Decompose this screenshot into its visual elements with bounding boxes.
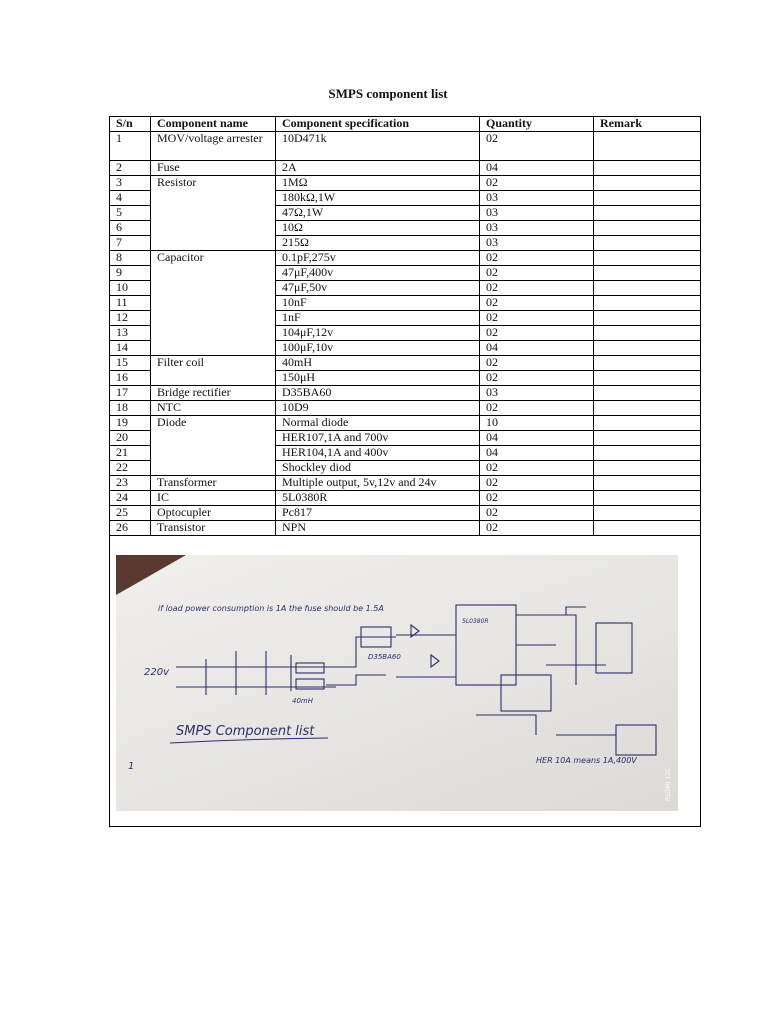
cell-remark bbox=[594, 521, 701, 536]
cell-component-name: NTC bbox=[151, 401, 276, 416]
cell-remark bbox=[594, 461, 701, 476]
component-table-frame bbox=[109, 116, 701, 827]
header-quantity: Quantity bbox=[480, 117, 594, 132]
cell-specification: 10Ω bbox=[276, 221, 480, 236]
cell-remark bbox=[594, 311, 701, 326]
document-title: SMPS component list bbox=[328, 86, 448, 101]
input-voltage-label: 220v bbox=[144, 667, 170, 678]
cell-quantity: 02 bbox=[480, 176, 594, 191]
cell-quantity: 02 bbox=[480, 281, 594, 296]
cell-component-name: IC bbox=[151, 491, 276, 506]
cell-sn: 3 bbox=[110, 176, 151, 191]
cell-specification: 104μF,12v bbox=[276, 326, 480, 341]
cell-sn: 20 bbox=[110, 431, 151, 446]
cell-component-name: Diode bbox=[151, 416, 276, 476]
cell-quantity: 10 bbox=[480, 416, 594, 431]
header-component-specification: Component specification bbox=[276, 117, 480, 132]
cell-sn: 8 bbox=[110, 251, 151, 266]
cell-quantity: 03 bbox=[480, 191, 594, 206]
cell-specification: 100μF,10v bbox=[276, 341, 480, 356]
cell-specification: 47μF,50v bbox=[276, 281, 480, 296]
cell-quantity: 02 bbox=[480, 461, 594, 476]
cell-quantity: 04 bbox=[480, 341, 594, 356]
cell-specification: 5L0380R bbox=[276, 491, 480, 506]
cell-remark bbox=[594, 446, 701, 461]
cell-sn: 13 bbox=[110, 326, 151, 341]
cell-quantity: 02 bbox=[480, 311, 594, 326]
cell-quantity: 02 bbox=[480, 296, 594, 311]
cell-quantity: 02 bbox=[480, 266, 594, 281]
table-body bbox=[110, 132, 701, 536]
cell-specification: Shockley diod bbox=[276, 461, 480, 476]
cell-component-name: Filter coil bbox=[151, 356, 276, 386]
cell-remark bbox=[594, 132, 701, 161]
cell-remark bbox=[594, 161, 701, 176]
cell-quantity: 02 bbox=[480, 476, 594, 491]
cell-specification: 10nF bbox=[276, 296, 480, 311]
cell-sn: 7 bbox=[110, 236, 151, 251]
cell-remark bbox=[594, 491, 701, 506]
table-row bbox=[110, 401, 701, 416]
cell-remark bbox=[594, 176, 701, 191]
table-row bbox=[110, 416, 701, 431]
cell-specification: Multiple output, 5v,12v and 24v bbox=[276, 476, 480, 491]
cell-remark bbox=[594, 221, 701, 236]
header-remark: Remark bbox=[594, 117, 701, 132]
cell-sn: 18 bbox=[110, 401, 151, 416]
cell-specification: D35BA60 bbox=[276, 386, 480, 401]
cell-quantity: 03 bbox=[480, 206, 594, 221]
header-sn: S/n bbox=[110, 117, 151, 132]
cell-remark bbox=[594, 476, 701, 491]
table-row bbox=[110, 491, 701, 506]
cell-specification: 150μH bbox=[276, 371, 480, 386]
cell-quantity: 04 bbox=[480, 446, 594, 461]
cell-remark bbox=[594, 416, 701, 431]
cell-quantity: 02 bbox=[480, 491, 594, 506]
cell-specification: 47μF,400v bbox=[276, 266, 480, 281]
cell-remark bbox=[594, 296, 701, 311]
cell-specification: HER104,1A and 400v bbox=[276, 446, 480, 461]
cell-quantity: 04 bbox=[480, 431, 594, 446]
cell-specification: 10D471k bbox=[276, 132, 480, 161]
cell-quantity: 03 bbox=[480, 236, 594, 251]
cell-sn: 15 bbox=[110, 356, 151, 371]
schematic-sketch bbox=[116, 555, 678, 811]
cell-sn: 6 bbox=[110, 221, 151, 236]
cell-specification: 1nF bbox=[276, 311, 480, 326]
camera-watermark: REDMI 12C bbox=[665, 767, 672, 801]
cell-quantity: 02 bbox=[480, 506, 594, 521]
table-row bbox=[110, 251, 701, 266]
bridge-rectifier-label: D35BA60 bbox=[368, 653, 401, 661]
cell-quantity: 03 bbox=[480, 221, 594, 236]
table-row bbox=[110, 506, 701, 521]
cell-sn: 9 bbox=[110, 266, 151, 281]
table-row bbox=[110, 356, 701, 371]
cell-specification: Normal diode bbox=[276, 416, 480, 431]
cell-sn: 21 bbox=[110, 446, 151, 461]
cell-quantity: 02 bbox=[480, 521, 594, 536]
component-table bbox=[109, 116, 701, 536]
cell-remark bbox=[594, 251, 701, 266]
cell-remark bbox=[594, 281, 701, 296]
table-row bbox=[110, 476, 701, 491]
table-row bbox=[110, 132, 701, 161]
cell-component-name: Resistor bbox=[151, 176, 276, 251]
cell-sn: 10 bbox=[110, 281, 151, 296]
cell-sn: 2 bbox=[110, 161, 151, 176]
cell-remark bbox=[594, 266, 701, 281]
schematic-photo bbox=[116, 555, 678, 811]
cell-specification: 215Ω bbox=[276, 236, 480, 251]
table-surface-corner bbox=[116, 555, 186, 595]
cell-remark bbox=[594, 206, 701, 221]
table-row bbox=[110, 521, 701, 536]
table-row bbox=[110, 161, 701, 176]
cell-remark bbox=[594, 401, 701, 416]
cell-sn: 12 bbox=[110, 311, 151, 326]
cell-quantity: 02 bbox=[480, 371, 594, 386]
handwritten-note: if load power consumption is 1A the fuse should be 1.5A bbox=[158, 604, 384, 613]
cell-sn: 22 bbox=[110, 461, 151, 476]
cell-remark bbox=[594, 506, 701, 521]
cell-component-name: Bridge rectifier bbox=[151, 386, 276, 401]
cell-quantity: 02 bbox=[480, 251, 594, 266]
cell-sn: 24 bbox=[110, 491, 151, 506]
cell-specification: 40mH bbox=[276, 356, 480, 371]
bottom-handwritten-note: HER 10A means 1A,400V bbox=[536, 756, 637, 765]
cell-remark bbox=[594, 431, 701, 446]
cell-remark bbox=[594, 341, 701, 356]
cell-quantity: 02 bbox=[480, 356, 594, 371]
cell-specification: Pc817 bbox=[276, 506, 480, 521]
handwritten-page-number: 1 bbox=[128, 761, 135, 772]
header-component-name: Component name bbox=[151, 117, 276, 132]
cell-component-name: Fuse bbox=[151, 161, 276, 176]
table-header-row bbox=[110, 117, 701, 132]
cell-sn: 19 bbox=[110, 416, 151, 431]
cell-remark bbox=[594, 386, 701, 401]
cell-component-name: Transistor bbox=[151, 521, 276, 536]
cell-remark bbox=[594, 371, 701, 386]
cell-quantity: 04 bbox=[480, 161, 594, 176]
table-row bbox=[110, 176, 701, 191]
cell-sn: 17 bbox=[110, 386, 151, 401]
cell-quantity: 02 bbox=[480, 326, 594, 341]
cell-sn: 4 bbox=[110, 191, 151, 206]
table-row bbox=[110, 386, 701, 401]
cell-specification: 10D9 bbox=[276, 401, 480, 416]
cell-remark bbox=[594, 236, 701, 251]
cell-remark bbox=[594, 356, 701, 371]
cell-quantity: 02 bbox=[480, 401, 594, 416]
ic-label: 5L0380R bbox=[462, 618, 489, 625]
cell-specification: 1MΩ bbox=[276, 176, 480, 191]
cell-remark bbox=[594, 191, 701, 206]
cell-quantity: 02 bbox=[480, 132, 594, 161]
cell-component-name: MOV/voltage arrester bbox=[151, 132, 276, 161]
cell-specification: NPN bbox=[276, 521, 480, 536]
cell-specification: 0.1pF,275v bbox=[276, 251, 480, 266]
cell-sn: 11 bbox=[110, 296, 151, 311]
cell-specification: 47Ω,1W bbox=[276, 206, 480, 221]
inductor-label: 40mH bbox=[292, 697, 313, 705]
cell-specification: 2A bbox=[276, 161, 480, 176]
cell-sn: 25 bbox=[110, 506, 151, 521]
cell-sn: 5 bbox=[110, 206, 151, 221]
cell-sn: 14 bbox=[110, 341, 151, 356]
cell-component-name: Capacitor bbox=[151, 251, 276, 356]
cell-specification: HER107,1A and 700v bbox=[276, 431, 480, 446]
cell-remark bbox=[594, 326, 701, 341]
cell-sn: 26 bbox=[110, 521, 151, 536]
cell-component-name: Optocupler bbox=[151, 506, 276, 521]
cell-sn: 1 bbox=[110, 132, 151, 161]
cell-sn: 23 bbox=[110, 476, 151, 491]
cell-specification: 180kΩ,1W bbox=[276, 191, 480, 206]
cell-quantity: 03 bbox=[480, 386, 594, 401]
handwritten-caption: SMPS Component list bbox=[176, 724, 315, 739]
cell-component-name: Transformer bbox=[151, 476, 276, 491]
cell-sn: 16 bbox=[110, 371, 151, 386]
